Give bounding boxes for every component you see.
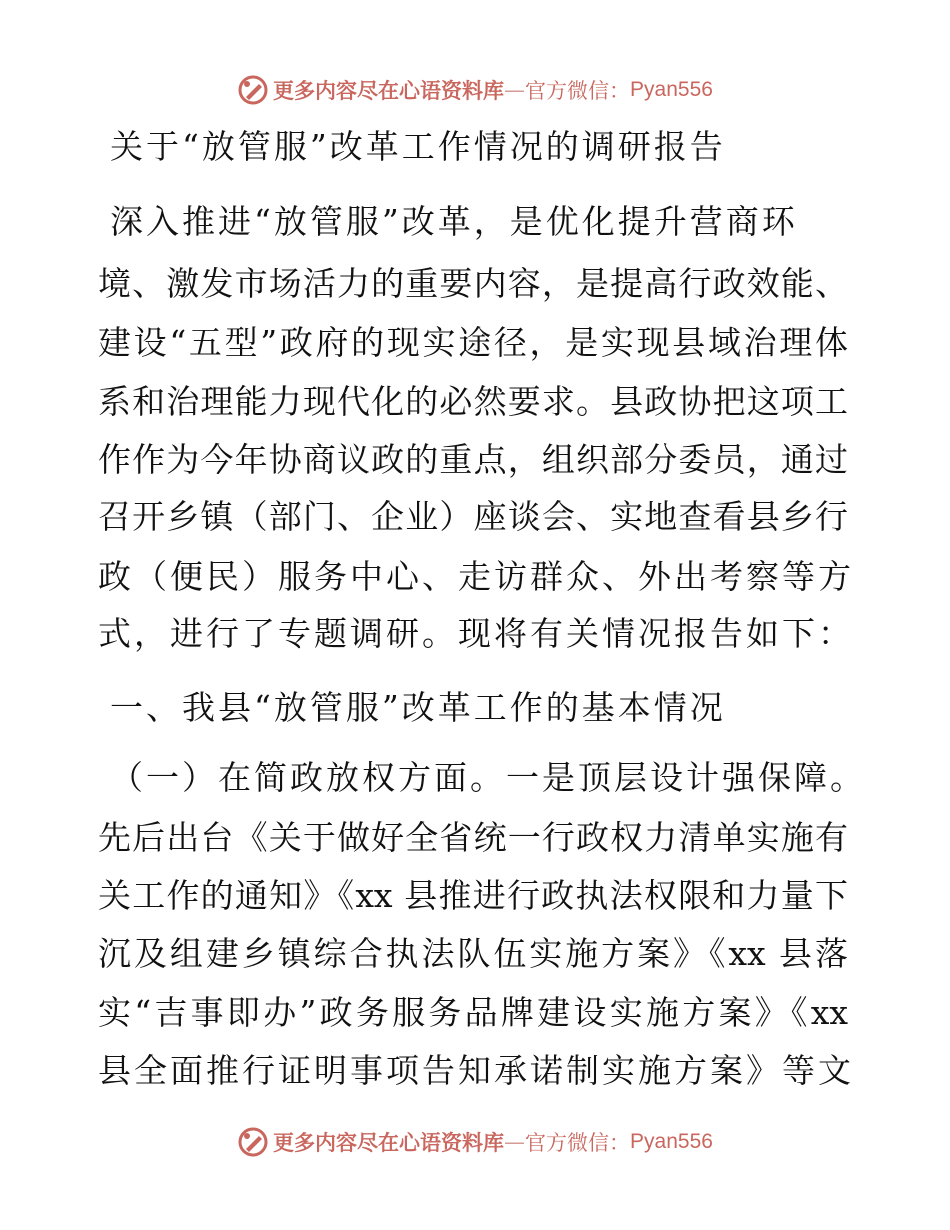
text-line: 先后出台《关于做好全省统一行政权力清单实施有 bbox=[98, 818, 848, 857]
text-line: 深入推进“放管服”改革，是优化提升营商环 bbox=[110, 202, 798, 241]
text-line: （一）在简政放权方面。一是顶层设计强保障。 bbox=[110, 758, 866, 797]
text-line: 政（便民）服务中心、走访群众、外出考察等方 bbox=[98, 557, 854, 596]
text-line: 召开乡镇（部门、企业）座谈会、实地查看县乡行 bbox=[98, 497, 848, 536]
watermark-main-text: 更多内容尽在心语资料库 bbox=[273, 79, 505, 103]
watermark-dash: — bbox=[504, 1130, 526, 1154]
text-line: 县全面推行证明事项告知承诺制实施方案》等文 bbox=[98, 1051, 854, 1090]
text-line: 沉及组建乡镇综合执法队伍实施方案》《xx 县落 bbox=[98, 934, 848, 973]
watermark-dash: — bbox=[504, 78, 526, 102]
watermark-id: Pyan556 bbox=[630, 78, 713, 101]
watermark-footer bbox=[0, 1126, 950, 1158]
text-line: 实“吉事即办”政务服务品牌建设实施方案》《xx bbox=[98, 993, 848, 1032]
text-line: 式，进行了专题调研。现将有关情况报告如下： bbox=[98, 614, 854, 653]
document-title: 关于“放管服”改革工作情况的调研报告 bbox=[110, 127, 726, 166]
section-heading: 一、我县“放管服”改革工作的基本情况 bbox=[110, 688, 726, 727]
logo-pen-icon bbox=[237, 74, 269, 106]
text-line: 系和治理能力现代化的必然要求。县政协把这项工 bbox=[98, 382, 848, 421]
text-line: 作作为今年协商议政的重点，组织部分委员，通过 bbox=[98, 440, 848, 479]
watermark-header bbox=[0, 74, 950, 106]
watermark-label: 官方微信： bbox=[525, 1131, 631, 1155]
text-line: 关工作的通知》《xx 县推进行政执法权限和力量下 bbox=[98, 876, 848, 915]
watermark-id: Pyan556 bbox=[630, 1130, 713, 1153]
text-line: 境、激发市场活力的重要内容，是提高行政效能、 bbox=[98, 264, 848, 303]
watermark-main-text: 更多内容尽在心语资料库 bbox=[273, 1131, 505, 1155]
watermark-label: 官方微信： bbox=[525, 79, 631, 103]
logo-pen-icon bbox=[237, 1126, 269, 1158]
text-line: 建设“五型”政府的现实途径，是实现县域治理体 bbox=[98, 323, 848, 362]
